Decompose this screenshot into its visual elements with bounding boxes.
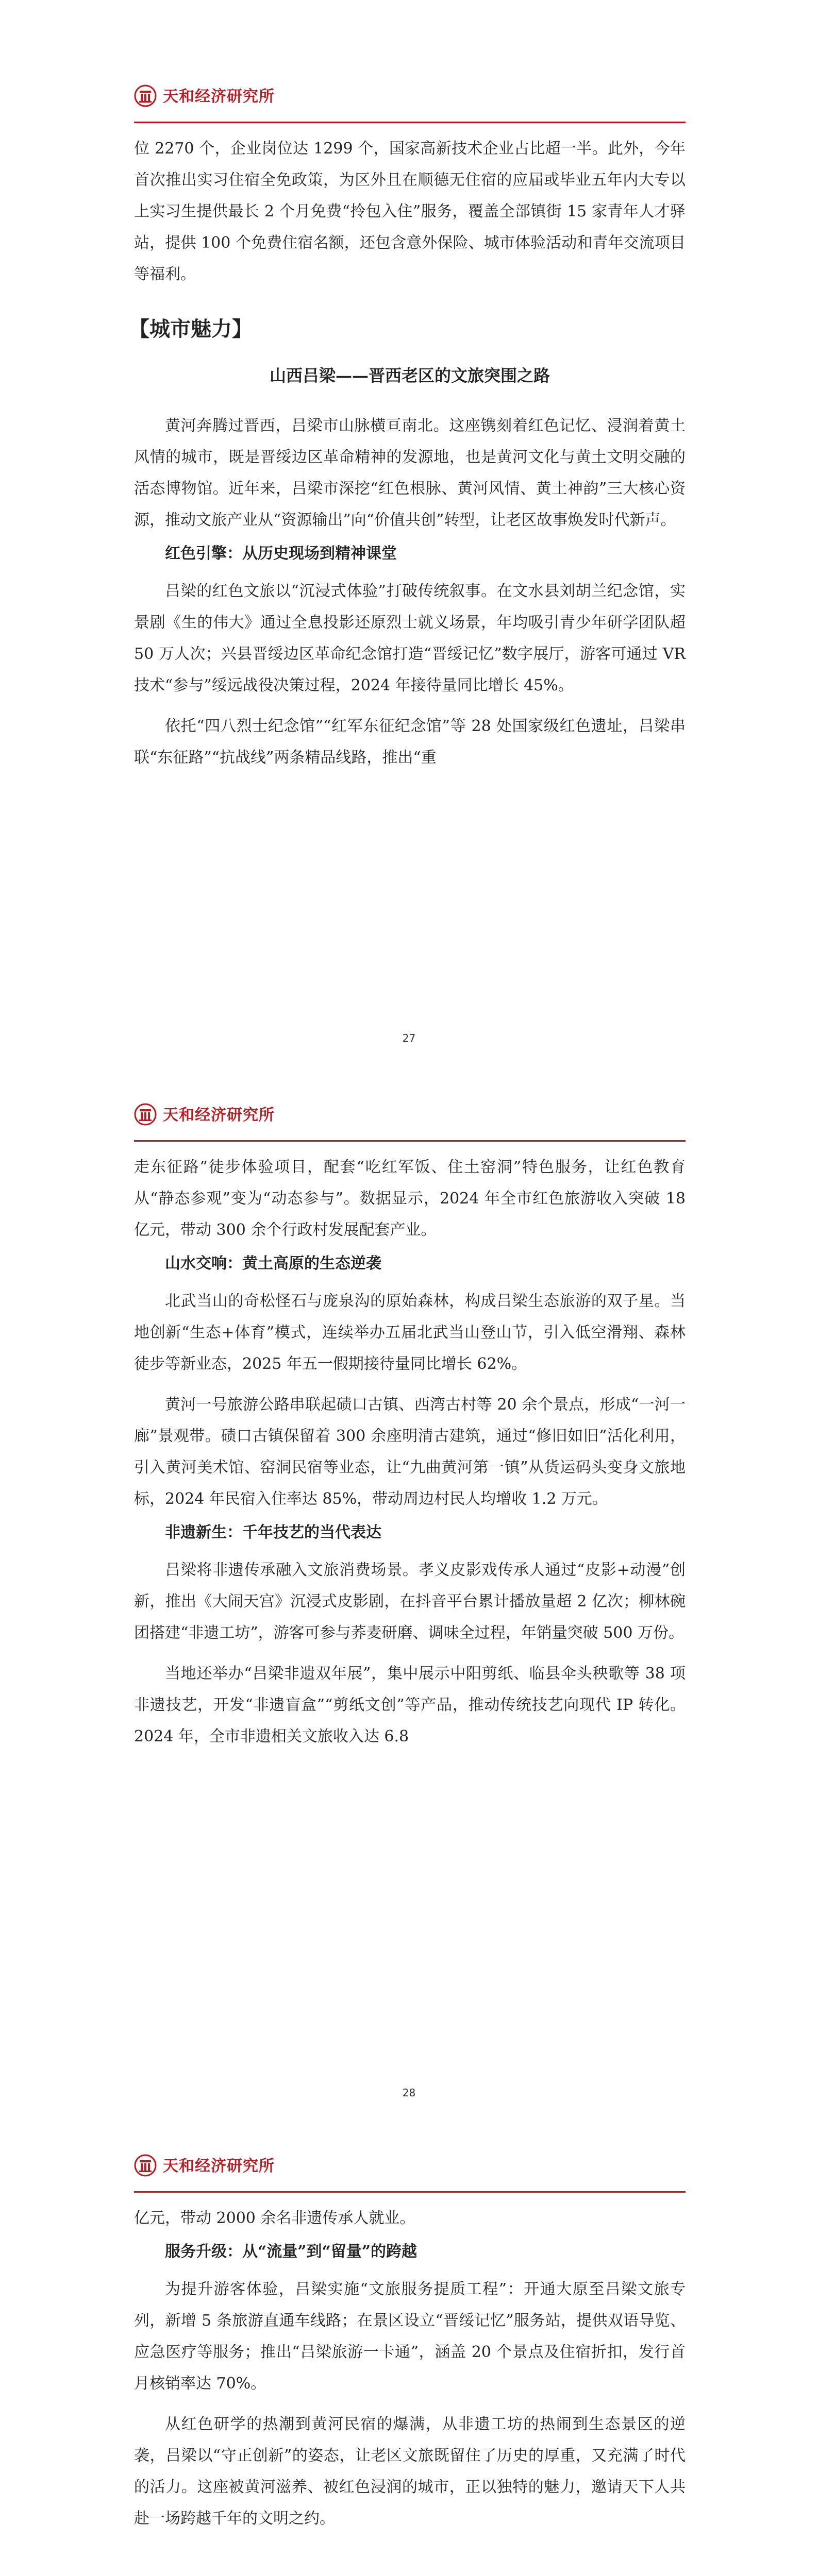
paragraph: 走东征路”徒步体验项目，配套“吃红军饭、住土窑洞”特色服务，让红色教育从“静态参观”变为“动态参与”。数据显示，2024 年全市红色旅游收入突破 18 亿元，带动 300 余个行政村发展配套产业。 [134,1158,686,1239]
paragraph: 吕梁将非遗传承融入文旅消费场景。孝义皮影戏传承人通过“皮影+动漫”创新，推出《大闹天宫》沉浸式皮影剧，在抖音平台累计播放量超 2 亿次；柳林碗团搭建“非遗工坊”，游客可参与荞麦研磨、调味全过程，年销量突破 500 万份。 [134,1561,686,1642]
paragraph: 依托“四八烈士纪念馆”“红军东征纪念馆”等 28 处国家级红色遗址，吕梁串联“东征路”“抗战线”两条精品线路，推出“重 [134,717,686,767]
org-name: 天和经济研究所 [163,88,275,106]
institute-logo-icon [134,1103,157,1126]
paragraph: 黄河一号旅游公路串联起碛口古镇、西湾古村等 20 余个景点，形成“一河一廊”景观带。碛口古镇保留着 300 余座明清古建筑，通过“修旧如旧”活化利用，引入黄河美术馆、窑洞民宿等业态，让“九曲黄河第一镇”从货运码头变身文旅地标，2024 年民宿入住率达 85%，带动周边村民人均增收 1.2 万元。 [134,1396,686,1508]
paragraph: 黄河奔腾过晋西，吕梁市山脉横亘南北。这座镌刻着红色记忆、浸润着黄土风情的城市，既是晋绥边区革命精神的发源地，也是黄河文化与黄土文明交融的活态博物馆。近年来，吕梁市深挖“红色根脉、黄河风情、黄土神韵”三大核心资源，推动文旅产业从“资源输出”向“价值共创”转型，让老区故事焕发时代新声。 [134,417,686,529]
page-29 [0,2110,818,2576]
page-number: 27 [402,1032,416,1044]
page-28 [0,1059,818,2110]
article-title: 山西吕梁——晋西老区的文旅突围之路 [269,366,550,385]
page-number: 28 [402,2087,416,2099]
org-name: 天和经济研究所 [163,1106,275,1124]
paragraph: 吕梁的红色文旅以“沉浸式体验”打破传统叙事。在文水县刘胡兰纪念馆，实景剧《生的伟大》通过全息投影还原烈士就义场景，年均吸引青少年研学团队超 50 万人次；兴县晋绥边区革命纪念馆打造“晋绥记忆”数字展厅，游客可通过 VR 技术“参与”绥远战役决策过程，2024 年接待量同比增长 45%。 [134,582,686,694]
subheading: 非遗新生：千年技艺的当代表达 [165,1523,381,1541]
page-header [134,2147,686,2193]
institute-logo-icon [134,2154,157,2177]
page-content [129,133,686,773]
institute-logo-icon [134,84,157,107]
subheading: 山水交响：黄土高原的生态逆袭 [165,1255,381,1273]
paragraph: 亿元，带动 2000 余名非遗传承人就业。 [134,2209,415,2227]
paragraph: 位 2270 个，企业岗位达 1299 个，国家高新技术企业占比超一半。此外，今年首次推出实习住宿全免政策，为区外且在顺德无住宿的应届或毕业五年内大专以上实习生提供最长 2 个月免费“拎包入住”服务，覆盖全部镇街 15 家青年人才驿站，提供 100 个免费住宿名额，还包含意外保险、城市体验活动和青年交流项目等福利。 [134,140,686,283]
section-heading: 【城市魅力】 [129,317,253,341]
page-content [134,1151,686,1752]
page-27 [0,0,818,1059]
paragraph: 北武当山的奇松怪石与庞泉沟的原始森林，构成吕梁生态旅游的双子星。当地创新“生态+体育”模式，连续举办五届北武当山登山节，引入低空滑翔、森林徒步等新业态，2025 年五一假期接待量同比增长 62%。 [134,1292,686,1373]
page-header [134,77,686,123]
page-header [134,1096,686,1142]
paragraph: 为提升游客体验，吕梁实施“文旅服务提质工程”：开通大原至吕梁文旅专列，新增 5 条旅游直通车线路；在景区设立“晋绥记忆”服务站，提供双语导览、应急医疗等服务；推出“吕梁旅游一卡通”，涵盖 20 个景点及住宿折扣，发行首月核销率达 70%。 [134,2280,686,2393]
page-content [134,2202,686,2534]
subheading: 红色引擎：从历史现场到精神课堂 [165,545,397,563]
paragraph: 从红色研学的热潮到黄河民宿的爆满，从非遗工坊的热闹到生态景区的逆袭，吕梁以“守正创新”的姿态，让老区文旅既留住了历史的厚重，又充满了时代的活力。这座被黄河滋养、被红色浸润的城市，正以独特的魅力，邀请天下人共赴一场跨越千年的文明之约。 [134,2415,686,2528]
subheading: 服务升级：从“流量”到“留量”的跨越 [165,2243,418,2261]
org-name: 天和经济研究所 [163,2157,275,2175]
paragraph: 当地还举办“吕梁非遗双年展”，集中展示中阳剪纸、临县伞头秧歌等 38 项非遗技艺，开发“非遗盲盒”“剪纸文创”等产品，推动传统技艺向现代 IP 转化。2024 年，全市非遗相关文旅收入达 6.8 [134,1665,686,1745]
